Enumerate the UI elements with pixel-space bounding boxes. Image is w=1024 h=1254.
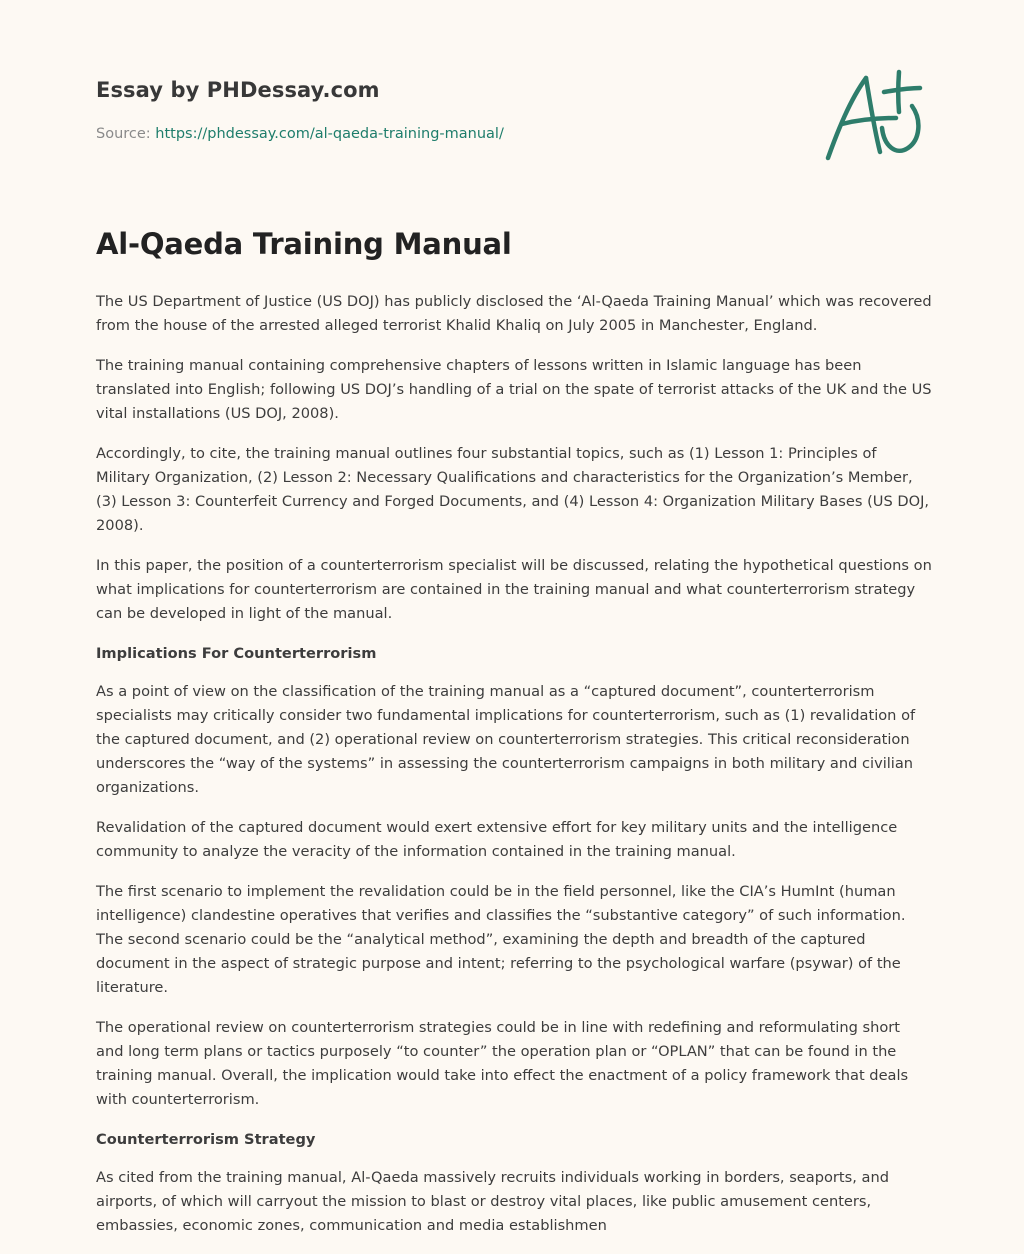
essay-content (96, 224, 932, 1254)
paragraph: Revalidation of the captured document would exert extensive effort for key military units and the intelligence community to analyze the veracity of the information contained in the training manual. (96, 819, 898, 860)
paragraph: The training manual containing comprehensive chapters of lessons written in Islamic language has been translated into English; following US DOJ’s handling of a trial on the spate of terrorist attacks of the UK and the US vital installations (US DOJ, 2008). (96, 357, 932, 422)
a-plus-logo-icon (822, 66, 932, 166)
section-heading: Counterterrorism Strategy (96, 1131, 316, 1148)
source-link[interactable]: https://phdessay.com/al-qaeda-training-manual/ (155, 126, 504, 142)
site-title: Essay by PHDessay.com (96, 78, 380, 102)
source-line (96, 124, 796, 144)
essay-title: Al-Qaeda Training Manual (96, 227, 512, 261)
source-label: Source: (96, 126, 151, 142)
site-header (96, 76, 796, 144)
paragraph: The first scenario to implement the revalidation could be in the field personnel, like the CIA’s HumInt (human intelligence) clandestine operatives that verifies and classifies the “substantive category” of such information. The second scenario could be the “analytical method”, examining the depth and breadth of the captured document in the aspect of strategic purpose and intent; referring to the psychological warfare (psywar) of the literature. (96, 883, 906, 996)
paragraph: The US Department of Justice (US DOJ) has publicly disclosed the ‘Al-Qaeda Training Manual’ which was recovered from the house of the arrested alleged terrorist Khalid Khaliq on July 2005 in Manchester, England. (96, 293, 932, 334)
paragraph: The operational review on counterterrorism strategies could be in line with redefining and reformulating short and long term plans or tactics purposely “to counter” the operation plan or “OPLAN” that can be found in the training manual. Overall, the implication would take into effect the enactment of a policy framework that deals with counterterrorism. (96, 1019, 909, 1108)
essay-body (96, 290, 932, 1238)
paragraph: As cited from the training manual, Al-Qaeda massively recruits individuals working in borders, seaports, and airports, of which will carryout the mission to blast or destroy vital places, like public amusement centers, embassies, economic zones, communication and media establishmen (96, 1169, 889, 1234)
paragraph: As a point of view on the classification of the training manual as a “captured document”, counterterrorism specialists may critically consider two fundamental implications for counterterrorism, such as (1) revalidation of the captured document, and (2) operational review on counterterrorism strategies. This critical reconsideration underscores the “way of the systems” in assessing the counterterrorism campaigns in both military and civilian organizations. (96, 683, 916, 796)
paragraph: In this paper, the position of a counterterrorism specialist will be discussed, relating the hypothetical questions on what implications for counterterrorism are contained in the training manual and what counterterrorism strategy can be developed in light of the manual. (96, 557, 932, 622)
section-heading: Implications For Counterterrorism (96, 645, 377, 662)
paragraph: Accordingly, to cite, the training manual outlines four substantial topics, such as (1) Lesson 1: Principles of Military Organization, (2) Lesson 2: Necessary Qualifications and characteristics for the Organization’s Member, (3) Lesson 3: Counterfeit Currency and Forged Documents, and (4) Lesson 4: Organization Military Bases (US DOJ, 2008). (96, 445, 930, 534)
